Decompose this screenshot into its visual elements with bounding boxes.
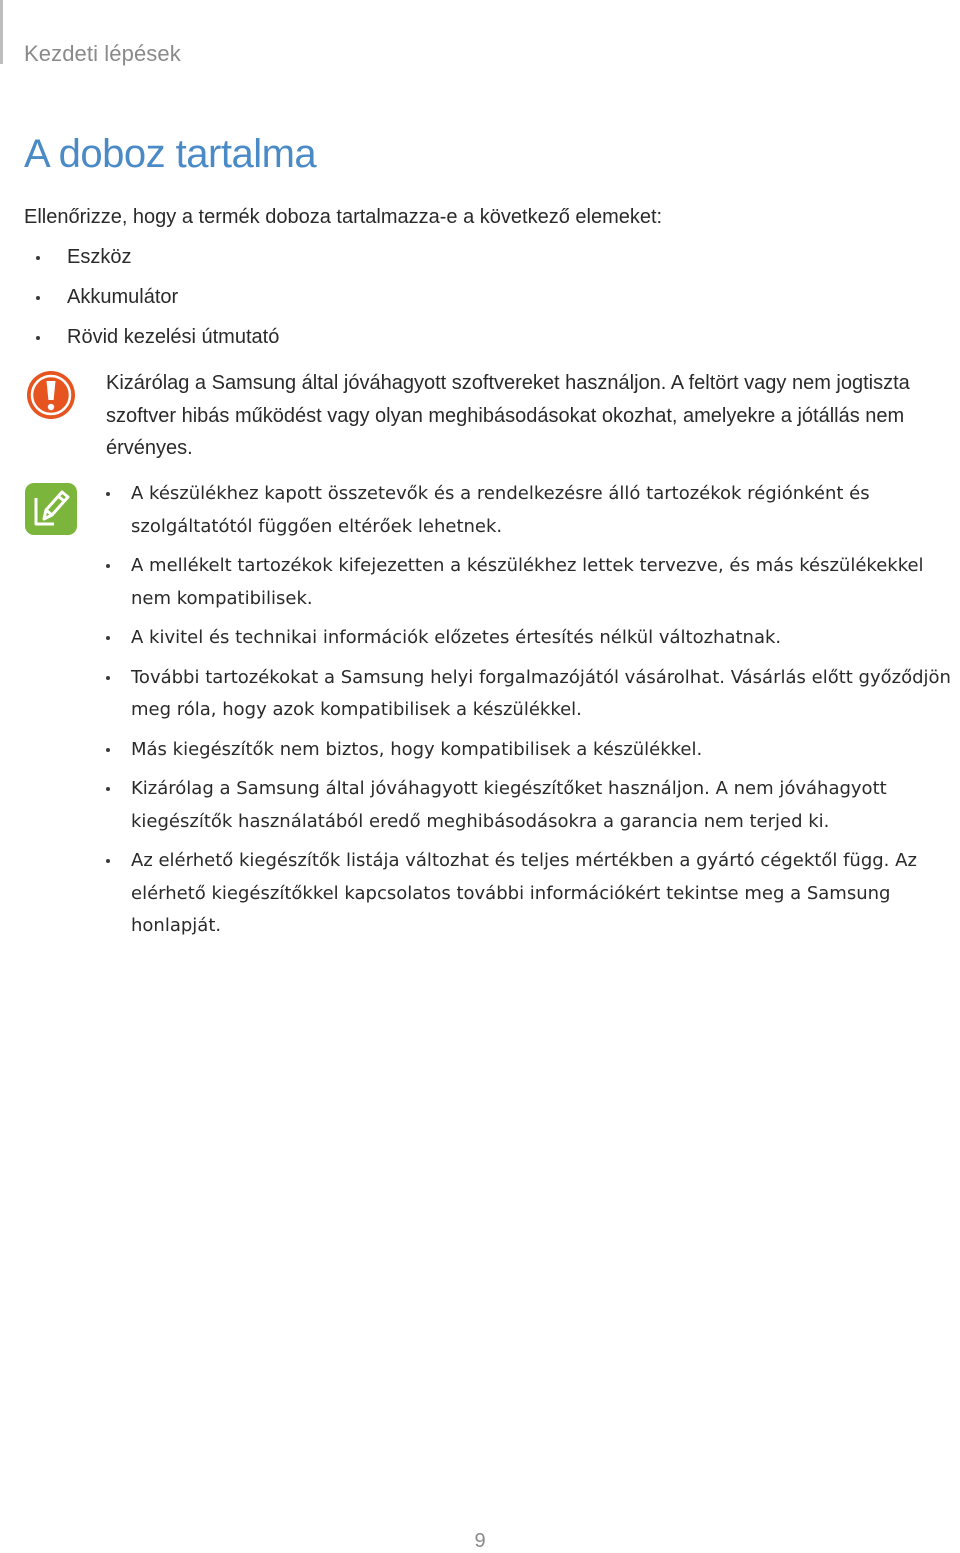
section-header: Kezdeti lépések bbox=[24, 41, 181, 66]
bullet-icon bbox=[106, 564, 110, 568]
note-item-text: A mellékelt tartozékok kifejezetten a készülékhez lettek tervezve, és más készülékekkel nem kompatibilisek. bbox=[131, 555, 924, 609]
list-item bbox=[24, 244, 279, 284]
note-item-text: Más kiegészítők nem biztos, hogy kompatibilisek a készülékkel. bbox=[131, 738, 703, 760]
note-item bbox=[104, 845, 954, 943]
list-item-label: Rövid kezelési útmutató bbox=[67, 326, 280, 348]
list-item bbox=[24, 284, 279, 324]
bullet-icon bbox=[36, 336, 40, 340]
note-item-text: További tartozékokat a Samsung helyi forgalmazójától vásárolhat. Vásárlás előtt győződjön meg róla, hogy azok kompatibilisek a készülékkel. bbox=[131, 666, 951, 720]
caution-icon bbox=[25, 369, 77, 421]
warning-text: Kizárólag a Samsung által jóváhagyott szoftvereket használjon. A feltört vagy nem jogtiszta szoftver hibás működést vagy olyan meghibásodásokat okozhat, amelyekre a jótállás nem érvényes. bbox=[106, 372, 910, 459]
page-title: A doboz tartalma bbox=[24, 132, 317, 176]
note-item bbox=[104, 478, 954, 543]
note-item bbox=[104, 773, 954, 838]
list-item-label: Eszköz bbox=[67, 246, 132, 268]
left-margin-rule bbox=[0, 0, 3, 64]
box-contents-list bbox=[24, 244, 279, 364]
note-list bbox=[104, 478, 954, 950]
note-item bbox=[104, 662, 954, 727]
note-item bbox=[104, 734, 954, 767]
bullet-icon bbox=[36, 296, 40, 300]
bullet-icon bbox=[36, 256, 40, 260]
note-item-text: A kivitel és technikai információk előzetes értesítés nélkül változhatnak. bbox=[131, 627, 782, 648]
bullet-icon bbox=[106, 636, 110, 640]
note-item bbox=[104, 622, 954, 655]
note-item-text: A készülékhez kapott összetevők és a rendelkezésre álló tartozékok régiónként és szolgáltatótól függően eltérőek lehetnek. bbox=[131, 483, 870, 537]
bullet-icon bbox=[106, 787, 110, 791]
note-item bbox=[104, 550, 954, 615]
bullet-icon bbox=[106, 492, 110, 496]
note-item-text: Az elérhető kiegészítők listája változhat és teljes mértékben a gyártó cégektől függ. Az elérhető kiegészítőkkel kapcsolatos további információkért tekintse meg a Samsung honlapját. bbox=[131, 850, 917, 936]
bullet-icon bbox=[106, 676, 110, 680]
page-number: 9 bbox=[474, 1530, 486, 1552]
bullet-icon bbox=[106, 859, 110, 863]
bullet-icon bbox=[106, 748, 110, 752]
note-icon bbox=[24, 482, 78, 536]
list-item-label: Akkumulátor bbox=[67, 286, 179, 308]
note-item-text: Kizárólag a Samsung által jóváhagyott kiegészítőket használjon. A nem jóváhagyott kiegészítők használatából eredő meghibásodásokra a garancia nem terjed ki. bbox=[131, 778, 887, 832]
list-item bbox=[24, 324, 279, 364]
intro-text: Ellenőrizze, hogy a termék doboza tartalmazza-e a következő elemeket: bbox=[24, 206, 663, 228]
